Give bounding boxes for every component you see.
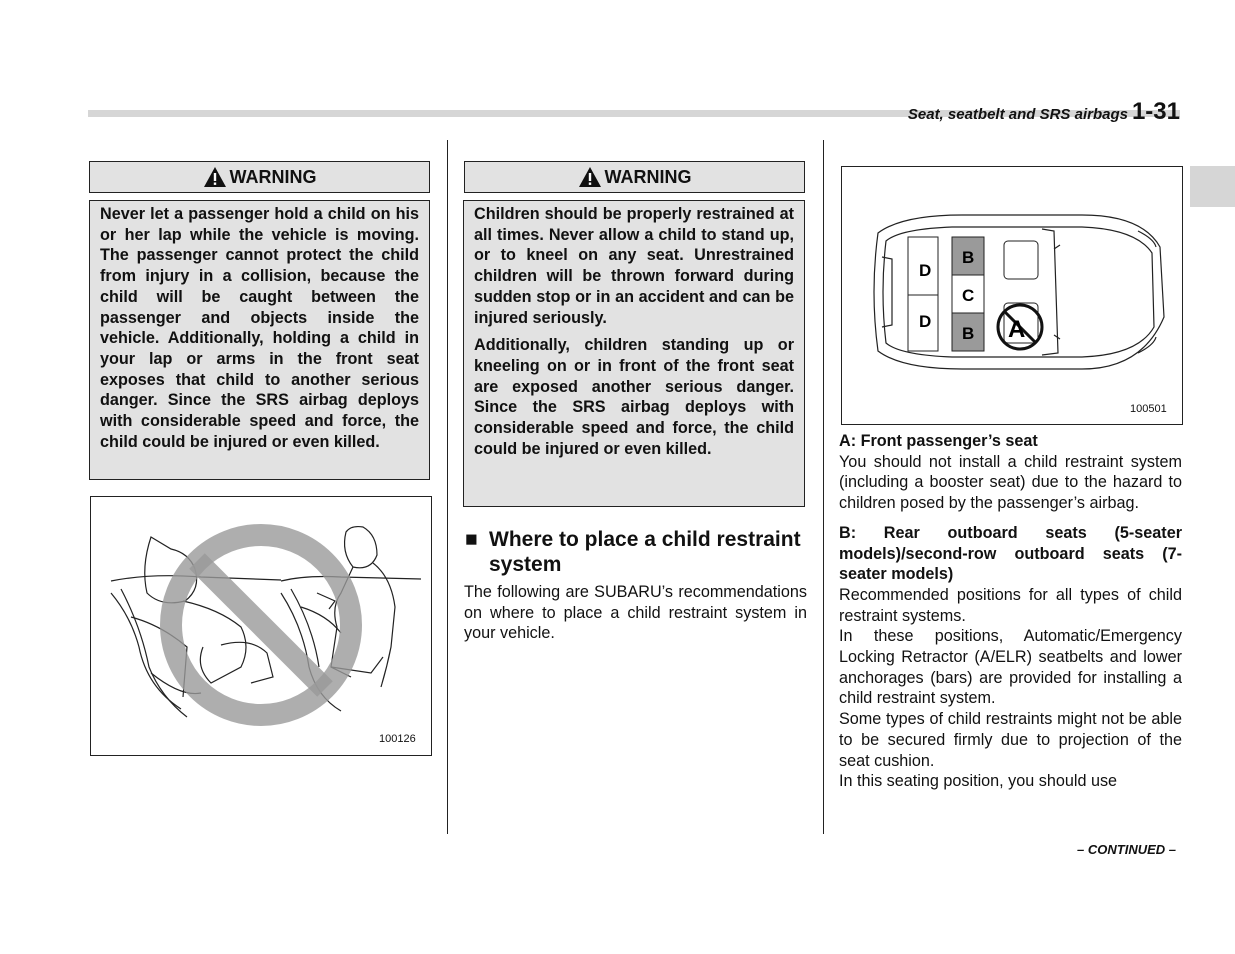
caption-b-text-1: Recommended positions for all types of child restraint systems. <box>839 585 1182 625</box>
continued-label: – CONTINUED – <box>1077 842 1176 857</box>
section-heading <box>465 527 805 577</box>
seat-a-front-passenger: A <box>1008 316 1026 343</box>
warning-header <box>89 161 430 193</box>
caption-b-text-2: In these positions, Automatic/Emergency Locking Retractor (A/ELR) seatbelts and lower anchorages (bars) are provided for installing a child restraint system. <box>839 627 1182 708</box>
seat-b-right: B <box>962 324 975 343</box>
caption-a-title: A: Front passenger’s seat <box>839 432 1038 450</box>
seat-descriptions <box>839 431 1182 792</box>
figure-number: 100126 <box>379 733 416 745</box>
column-divider <box>447 140 448 834</box>
warning-text-2: Additionally, children standing up or kneeling on or in front of the front seat are exposed another serious danger. Since the SRS airbag deploys with considerable speed and force, the child could be injured or even killed. <box>474 336 794 458</box>
page-number: 1-31 <box>1131 98 1180 125</box>
seat-d-rear: D <box>919 312 932 331</box>
warning-text: Never let a passenger hold a child on his or her lap while the vehicle is moving. The passenger cannot protect the child from injury in a collision, because the child will be caught between the passenger and objects inside the vehicle. Additionally, holding a child in your lap or arms in the front seat exposes that child to another serious danger. Since the SRS airbag deploys with considerable speed and force, the child could be injured or even killed. <box>100 205 419 451</box>
section-intro <box>464 582 807 644</box>
warning-box <box>463 200 805 507</box>
caption-b-text-3: Some types of child restraints might not be able to be secured firmly due to projection of the seat cushion. <box>839 710 1182 770</box>
section-title: Seat, seatbelt and SRS airbags <box>907 106 1128 123</box>
warning-label: WARNING <box>604 166 692 187</box>
column-divider <box>823 140 824 834</box>
caption-a-text: You should not install a child restraint system (including a booster seat) due to the hazard to children posed by the passenger’s airbag. <box>839 452 1182 513</box>
caption-b-text-4: In this seating position, you should use <box>839 772 1118 791</box>
chapter-tab <box>1190 166 1235 207</box>
section-marker: ■ <box>465 528 478 551</box>
seat-b-left: B <box>962 248 975 267</box>
car-top-view <box>842 167 1182 424</box>
illustration-no-lap-child <box>90 496 432 756</box>
seat-c-center: C <box>962 286 975 305</box>
warning-box <box>89 200 430 480</box>
figure-number: 100501 <box>1130 403 1167 415</box>
page-header <box>908 98 1180 126</box>
warning-icon <box>578 166 602 188</box>
seating-diagram <box>841 166 1183 425</box>
intro-text: The following are SUBARU’s recommendations on where to place a child restraint system in your vehicle. <box>464 583 807 643</box>
prohibited-illustration <box>91 497 431 755</box>
warning-header <box>464 161 805 193</box>
caption-b-title: B: Rear outboard seats (5-seater models)/second-row outboard seats (7-seater models) <box>839 523 1182 584</box>
warning-label: WARNING <box>229 166 317 187</box>
warning-text-1: Children should be properly restrained at all times. Never allow a child to stand up, or to kneel on any seat. Unrestrained children will be thrown forward during sudden stop or in an accident and can be injured seriously. <box>474 205 794 327</box>
warning-icon <box>203 166 227 188</box>
section-heading-text: Where to place a child restraint system <box>489 528 801 576</box>
seat-d-front: D <box>919 261 932 280</box>
